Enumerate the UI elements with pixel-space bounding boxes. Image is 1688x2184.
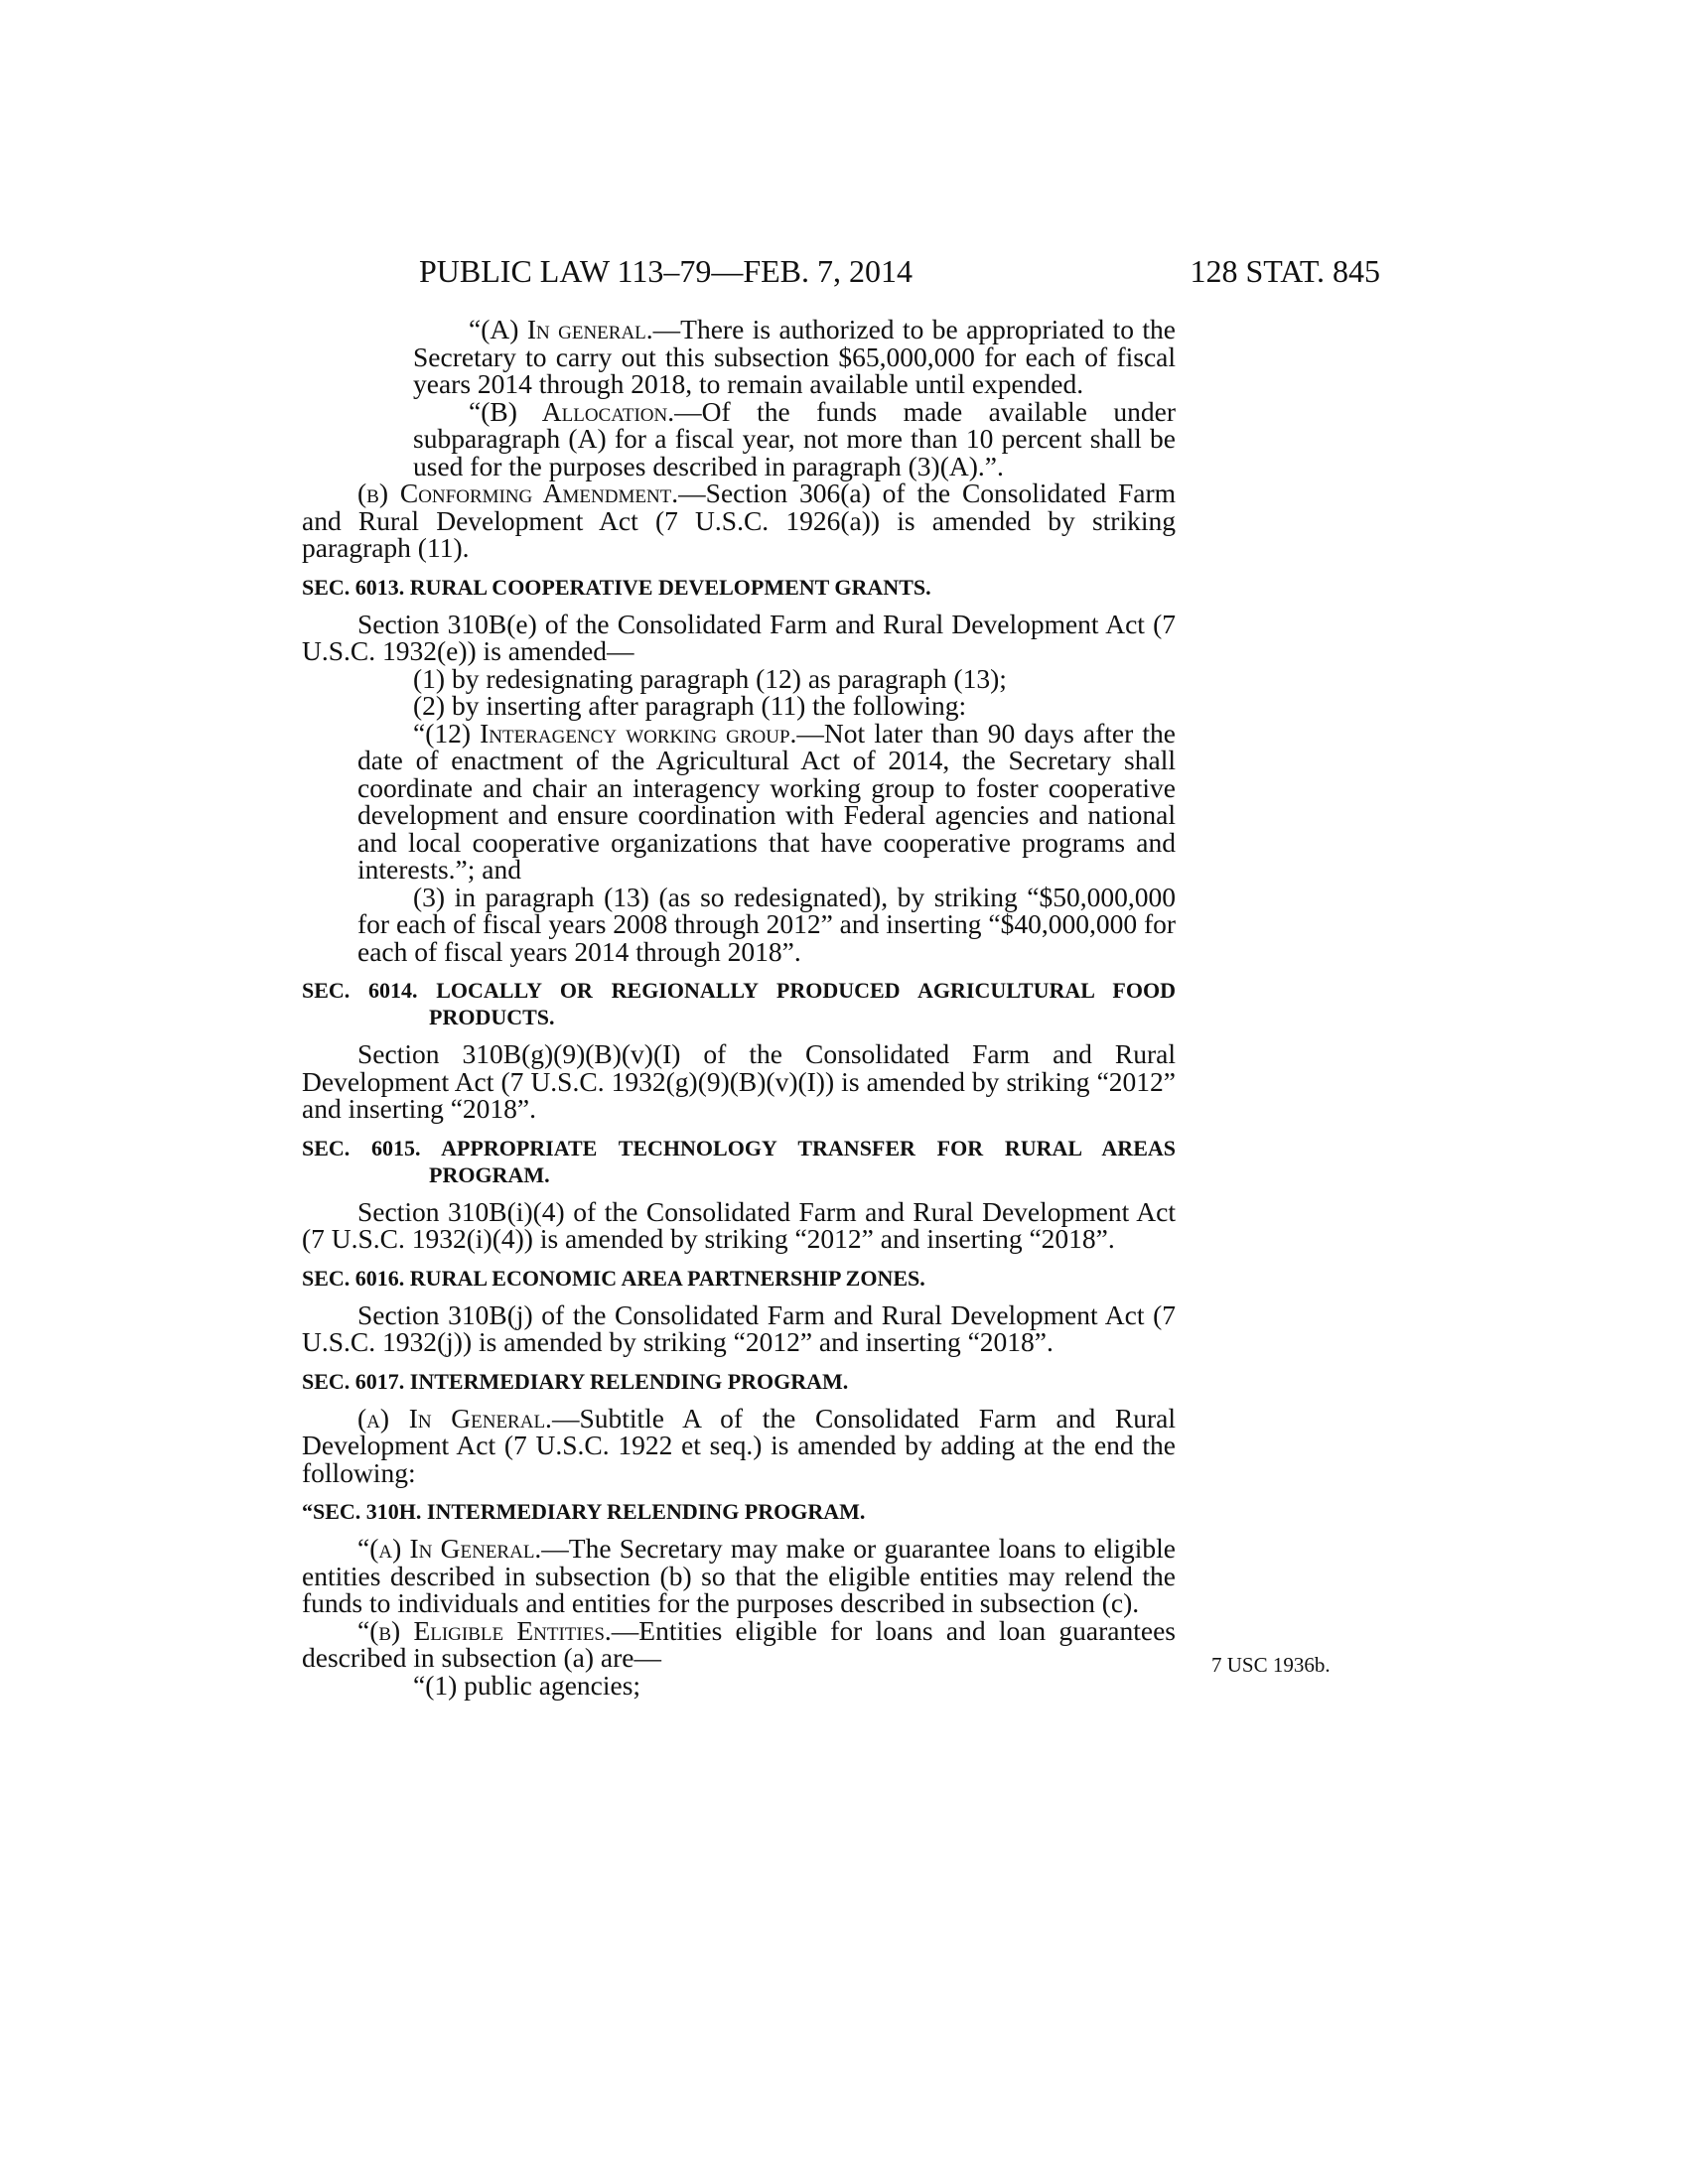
section-heading — [302, 1135, 1176, 1188]
paragraph-text: (3) in paragraph (13) (as so redesignated), by striking “$50,000,000 for each of fiscal years 2008 through 2012” and inserting “$40,000,000 for each of fiscal years 2014 through 2018”. — [357, 881, 1177, 967]
section-heading-text: SEC. 6014. LOCALLY OR REGIONALLY PRODUCED AGRICULTURAL FOOD PRODUCTS. — [302, 978, 1176, 1029]
document-body — [302, 316, 1176, 1699]
paragraph — [302, 717, 1176, 885]
paragraph-text: —Subtitle A of the Consolidated Farm and Rural Development Act (7 U.S.C. 1922 et seq.) is amended by adding at the end the following: — [302, 1402, 1176, 1488]
paragraph-heading: “(b) Eligible Entities. — [357, 1614, 612, 1646]
paragraph — [302, 395, 1176, 481]
paragraph — [302, 1040, 1176, 1123]
section-heading-text: SEC. 6015. APPROPRIATE TECHNOLOGY TRANSFER FOR RURAL AREAS PROGRAM. — [302, 1135, 1176, 1187]
paragraph-text: (1) by redesignating paragraph (12) as paragraph (13); — [413, 662, 1007, 694]
paragraph-text: —Entities eligible for loans and loan guarantees described in subsection (a) are— — [302, 1614, 1177, 1673]
section-heading-text: SEC. 6017. INTERMEDIARY RELENDING PROGRAM. — [302, 1368, 849, 1394]
section-heading — [302, 977, 1176, 1030]
paragraph — [302, 692, 1176, 720]
header-page-number: 128 STAT. 845 — [1190, 253, 1380, 289]
paragraph — [302, 1535, 1176, 1617]
paragraph-heading: (a) In General. — [357, 1402, 552, 1433]
paragraph — [302, 1195, 1176, 1254]
paragraph — [302, 881, 1177, 967]
paragraph-text: —Not later than 90 days after the date of enactment of the Agricultural Act of 2014, the Secretary shall coordinate and chair an interagency working group to foster cooperative development and ensure coordination with Federal agencies and national and local cooperative organizations that have cooperative programs and interests.”; and — [357, 717, 1176, 885]
paragraph — [302, 479, 1176, 562]
paragraph-text: (2) by inserting after paragraph (11) the following: — [413, 690, 967, 721]
paragraph-text: —There is authorized to be appropriated to the Secretary to carry out this subsection $65,000,000 for each of fiscal years 2014 through 2018, to remain available until expended. — [413, 314, 1176, 399]
margin-citation: 7 USC 1936b. — [1211, 1653, 1331, 1677]
paragraph-heading: “(B) Allocation. — [469, 395, 675, 427]
paragraph — [302, 608, 1176, 666]
paragraph-text: —Section 306(a) of the Consolidated Farm and Rural Development Act (7 U.S.C. 1926(a)) is amended by striking paragraph (11). — [302, 478, 1177, 563]
header-title: PUBLIC LAW 113–79—FEB. 7, 2014 — [419, 253, 914, 289]
paragraph-heading: “(12) Interagency working group. — [413, 717, 797, 749]
section-heading — [302, 1265, 1176, 1292]
section-heading — [302, 574, 1176, 601]
paragraph — [302, 1402, 1176, 1488]
running-header — [298, 251, 1380, 291]
paragraph-heading: “(A) In general. — [469, 314, 653, 344]
paragraph-text: —Of the funds made available under subparagraph (A) for a fiscal year, not more than 10 percent shall be used for the purposes described in paragraph (3)(A).”. — [413, 395, 1176, 481]
paragraph-text: Section 310B(g)(9)(B)(v)(I) of the Consolidated Farm and Rural Development Act (7 U.S.C. 1932(g)(9)(B)(v)(I)) is amended by striking “2012” and inserting “2018”. — [302, 1038, 1176, 1124]
section-heading-text: SEC. 6013. RURAL COOPERATIVE DEVELOPMENT GRANTS. — [302, 574, 931, 600]
paragraph — [302, 316, 1176, 398]
paragraph-text: —The Secretary may make or guarantee loans to eligible entities described in subsection (b) so that the eligible entities may relend the funds to individuals and entities for the purposes described in subsection (c). — [302, 1533, 1176, 1618]
paragraph-text: Section 310B(e) of the Consolidated Farm and Rural Development Act (7 U.S.C. 1932(e)) is amended— — [302, 608, 1176, 666]
paragraph-heading: “(a) In General. — [357, 1533, 542, 1564]
paragraph — [302, 1669, 1176, 1701]
paragraph-text: “(1) public agencies; — [413, 1669, 641, 1701]
paragraph — [302, 662, 1176, 694]
paragraph — [302, 1614, 1177, 1673]
paragraph-heading: (b) Conforming Amendment. — [357, 478, 679, 508]
paragraph-text: Section 310B(j) of the Consolidated Farm and Rural Development Act (7 U.S.C. 1932(j)) is amended by striking “2012” and inserting “2018”. — [302, 1298, 1176, 1357]
section-heading-text: SEC. 6016. RURAL ECONOMIC AREA PARTNERSHIP ZONES. — [302, 1265, 925, 1291]
section-heading — [302, 1498, 1176, 1525]
section-heading — [302, 1368, 1176, 1395]
paragraph — [302, 1298, 1176, 1357]
paragraph-text: Section 310B(i)(4) of the Consolidated Farm and Rural Development Act (7 U.S.C. 1932(i)(4)) is amended by striking “2012” and inserting “2018”. — [302, 1195, 1176, 1254]
section-heading-text: “SEC. 310H. INTERMEDIARY RELENDING PROGRAM. — [302, 1499, 866, 1524]
